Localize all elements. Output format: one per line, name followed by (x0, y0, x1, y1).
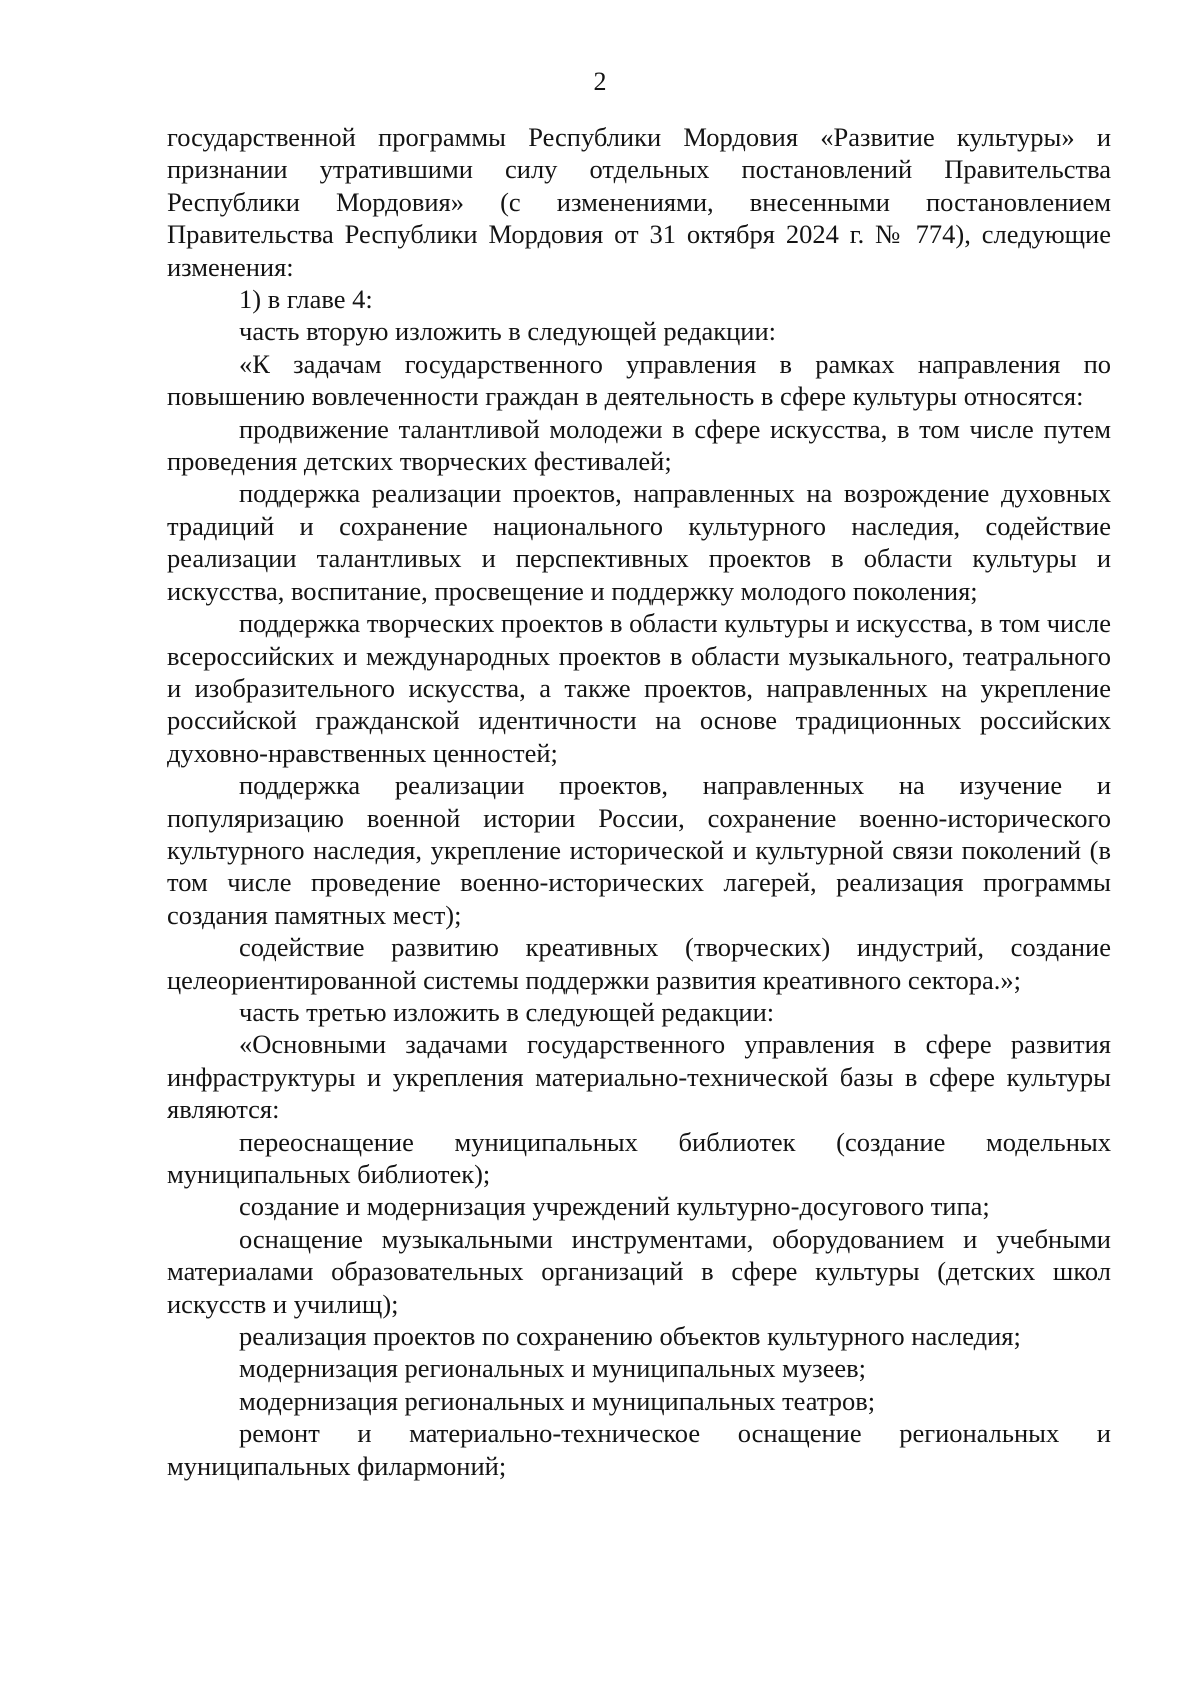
paragraph-theatres: модернизация региональных и муниципальных театров; (239, 1385, 876, 1416)
paragraph-tasks-infrastructure: «Основными задачами государственного управления в сфере развития инфраструктуры и укрепления материально-технической базы в сфере культуры являются: (167, 1029, 1111, 1125)
paragraph-part-two-intro: часть вторую изложить в следующей редакции: (239, 316, 777, 347)
page-number: 2 (593, 67, 607, 96)
paragraph-creative-projects: поддержка творческих проектов в области культуры и искусства, в том числе всероссийских и международных проектов в области музыкального, театрального и изобразительного искусства, а также проектов, направленных на укрепление российской гражданской идентичности на основе традиционных российских духовно-нравственных ценностей; (167, 608, 1111, 768)
paragraph-libraries: переоснащение муниципальных библиотек (создание модельных муниципальных библиотек); (167, 1126, 1111, 1189)
paragraph-museums: модернизация региональных и муниципальных музеев; (239, 1353, 866, 1384)
paragraph-talented-youth: продвижение талантливой молодежи в сфере искусства, в том числе путем проведения детских творческих фестивалей; (167, 413, 1111, 477)
paragraph-heritage-objects: реализация проектов по сохранению объектов культурного наследия; (239, 1321, 1021, 1352)
paragraph-tasks-engagement: «К задачам государственного управления в рамках направления по повышению вовлеченности граждан в деятельность в сфере культуры относятся: (167, 348, 1111, 412)
paragraph-musical-instruments: оснащение музыкальными инструментами, оборудованием и учебными материалами образовательных организаций в сфере культуры (детских школ искусств и училищ); (167, 1223, 1111, 1319)
document-body (167, 121, 1111, 1482)
paragraph-continuation: государственной программы Республики Мордовия «Развитие культуры» и признании утратившими силу отдельных постановлений Правительства Республики Мордовия» (с изменениями, внесенными постановлением Правительства Республики Мордовия от 31 октября 2024 г. № 774), следующие изменения: (167, 122, 1111, 282)
paragraph-chapter-4: 1) в главе 4: (239, 284, 373, 315)
paragraph-part-three-intro: часть третью изложить в следующей редакции: (239, 996, 775, 1027)
paragraph-cultural-leisure: создание и модернизация учреждений культурно-досугового типа; (239, 1191, 990, 1222)
paragraph-spiritual-traditions: поддержка реализации проектов, направленных на возрождение духовных традиций и сохранение национального культурного наследия, содействие реализации талантливых и перспективных проектов в области культуры и искусства, воспитание, просвещение и поддержку молодого поколения; (167, 478, 1111, 606)
paragraph-military-history: поддержка реализации проектов, направленных на изучение и популяризацию военной истории России, сохранение военно-исторического культурного наследия, укрепление исторической и культурной связи поколений (в том числе проведение военно-исторических лагерей, реализация программы создания памятных мест); (167, 770, 1111, 930)
paragraph-philharmonics: ремонт и материально-техническое оснащение региональных и муниципальных филармоний; (167, 1418, 1111, 1481)
paragraph-creative-industries: содействие развитию креативных (творческих) индустрий, создание целеориентированной системы поддержки развития креативного сектора.»; (167, 932, 1111, 995)
